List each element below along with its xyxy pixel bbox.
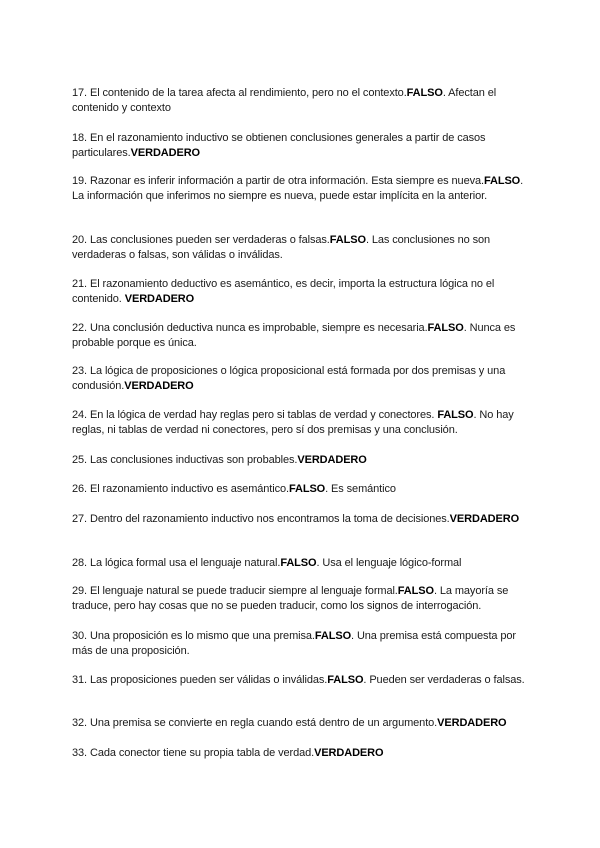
question-number: 26 [72,483,85,495]
question-number: 17 [72,87,85,99]
answer-label: FALSO [329,234,366,246]
question-statement: Las proposiciones pueden ser válidas o inválidas. [89,674,328,686]
answer-label: VERDADERO [437,717,507,729]
question-number: 30 [72,630,85,642]
question-statement: El lenguaje natural se puede traducir siempre al lenguaje formal. [89,585,398,597]
answer-label: VERDADERO [314,747,384,759]
question-number: 21 [72,278,85,290]
answer-label: VERDADERO [124,380,194,392]
question-28: 28. La lógica formal usa el lenguaje natural.FALSO. Usa el lenguaje lógico-formal [72,557,462,569]
question-number: 20 [72,234,85,246]
question-29: 29. El lenguaje natural se puede traducir siempre al lenguaje formal.FALSO. La mayoría se traduce, pero hay cosas que no se pueden traducir, como los signos de interrogación. [72,585,509,612]
question-statement: La lógica formal usa el lenguaje natural. [89,557,281,569]
question-statement: El contenido de la tarea afecta al rendimiento, pero no el contexto. [89,87,407,99]
question-30: 30. Una proposición es lo mismo que una premisa.FALSO. Una premisa está compuesta por más de una proposición. [72,630,516,657]
question-31: 31. Las proposiciones pueden ser válidas o inválidas.FALSO. Pueden ser verdaderas o falsas. [72,674,525,686]
answer-explanation: . Afectan el contenido y contexto [72,87,497,114]
question-statement: En la lógica de verdad hay reglas pero si tablas de verdad y conectores. [89,409,438,421]
question-24: 24. En la lógica de verdad hay reglas pero si tablas de verdad y conectores. FALSO. No hay reglas, ni tablas de verdad ni conectores, pero sí dos premisas y una conclusión. [72,409,514,436]
question-number: 23 [72,365,85,377]
answer-label: VERDADERO [297,454,367,466]
question-statement: Una conclusión deductiva nunca es improbable, siempre es necesaria. [89,322,428,334]
answer-label: VERDADERO [124,293,195,305]
question-statement: En el razonamiento inductivo se obtienen conclusiones generales a partir de casos particulares. [72,132,486,159]
question-statement: Las conclusiones inductivas son probables. [89,454,298,466]
answer-label: FALSO [406,87,443,99]
question-statement: El razonamiento inductivo es asemántico. [89,483,289,495]
question-19: 19. Razonar es inferir información a partir de otra información. Esta siempre es nueva.FALSO. La información que inferimos no siempre es nueva, puede estar implícita en la anterior. [72,175,524,202]
answer-explanation: . Pueden ser verdaderas o falsas. [363,674,525,686]
question-number: 33 [72,747,85,759]
answer-label: FALSO [483,175,521,187]
question-33: 33. Cada conector tiene su propia tabla de verdad.VERDADERO [72,747,384,759]
question-number: 28 [72,557,85,569]
answer-label: FALSO [397,585,434,597]
question-number: 29 [72,585,85,597]
answer-explanation: . La mayoría se traduce, pero hay cosas que no se pueden traducir, como los signos de interrogación. [72,585,509,612]
answer-explanation: . Es semántico [325,483,396,495]
question-statement: Dentro del razonamiento inductivo nos encontramos la toma de decisiones. [89,513,450,525]
answer-label: FALSO [327,674,364,686]
question-number: 32 [72,717,85,729]
question-statement: Una premisa se convierte en regla cuando está dentro de un argumento. [89,717,438,729]
question-number: 22 [72,322,85,334]
question-21: 21. El razonamiento deductivo es asemántico, es decir, importa la estructura lógica no el contenido. VERDADERO [72,278,495,305]
answer-label: FALSO [288,483,326,495]
question-statement: El razonamiento deductivo es asemántico, es decir, importa la estructura lógica no el contenido. [72,278,495,305]
answer-label: FALSO [427,322,464,334]
question-number: 24 [72,409,85,421]
answer-explanation: . Usa el lenguaje lógico-formal [316,557,462,569]
answer-explanation: . No hay reglas, ni tablas de verdad ni conectores, pero sí dos premisas y una conclusión. [72,409,514,436]
question-statement: Las conclusiones pueden ser verdaderas o falsas. [89,234,330,246]
question-17: 17. El contenido de la tarea afecta al rendimiento, pero no el contexto.FALSO. Afectan el contenido y contexto [72,87,497,114]
question-25: 25. Las conclusiones inductivas son probables.VERDADERO [72,454,367,466]
answer-explanation: . La información que inferimos no siempre es nueva, puede estar implícita en la anterior. [72,175,524,202]
question-number: 25 [72,454,85,466]
question-22: 22. Una conclusión deductiva nunca es improbable, siempre es necesaria.FALSO. Nunca es probable porque es única. [72,322,516,349]
question-27: 27. Dentro del razonamiento inductivo nos encontramos la toma de decisiones.VERDADERO [72,513,520,525]
answer-label: FALSO [437,409,474,421]
answer-label: VERDADERO [449,513,520,525]
question-number: 18 [72,132,85,144]
question-number: 27 [72,513,85,525]
question-number: 19 [72,175,85,187]
question-20: 20. Las conclusiones pueden ser verdaderas o falsas.FALSO. Las conclusiones no son verdaderas o falsas, son válidas o inválidas. [72,234,491,261]
question-23: 23. La lógica de proposiciones o lógica proposicional está formada por dos premisas y una condusión.VERDADERO [72,365,506,392]
question-statement: Razonar es inferir información a partir de otra información. Esta siempre es nueva. [89,175,484,187]
answer-label: FALSO [314,630,352,642]
answer-label: FALSO [280,557,317,569]
question-statement: La lógica de proposiciones o lógica proposicional está formada por dos premisas y una condusión. [72,365,506,392]
question-18: 18. En el razonamiento inductivo se obtienen conclusiones generales a partir de casos particulares.VERDADERO [72,132,486,159]
question-statement: Una proposición es lo mismo que una premisa. [89,630,315,642]
answer-explanation: . Nunca es probable porque es única. [72,322,516,349]
question-32: 32. Una premisa se convierte en regla cuando está dentro de un argumento.VERDADERO [72,717,507,729]
answer-explanation: . Las conclusiones no son verdaderas o falsas, son válidas o inválidas. [72,234,491,261]
answer-label: VERDADERO [130,147,201,159]
question-26: 26. El razonamiento inductivo es asemántico.FALSO. Es semántico [72,483,396,495]
question-statement: Cada conector tiene su propia tabla de verdad. [89,747,315,759]
question-number: 31 [72,674,85,686]
answer-explanation: . Una premisa está compuesta por más de una proposición. [72,630,516,657]
